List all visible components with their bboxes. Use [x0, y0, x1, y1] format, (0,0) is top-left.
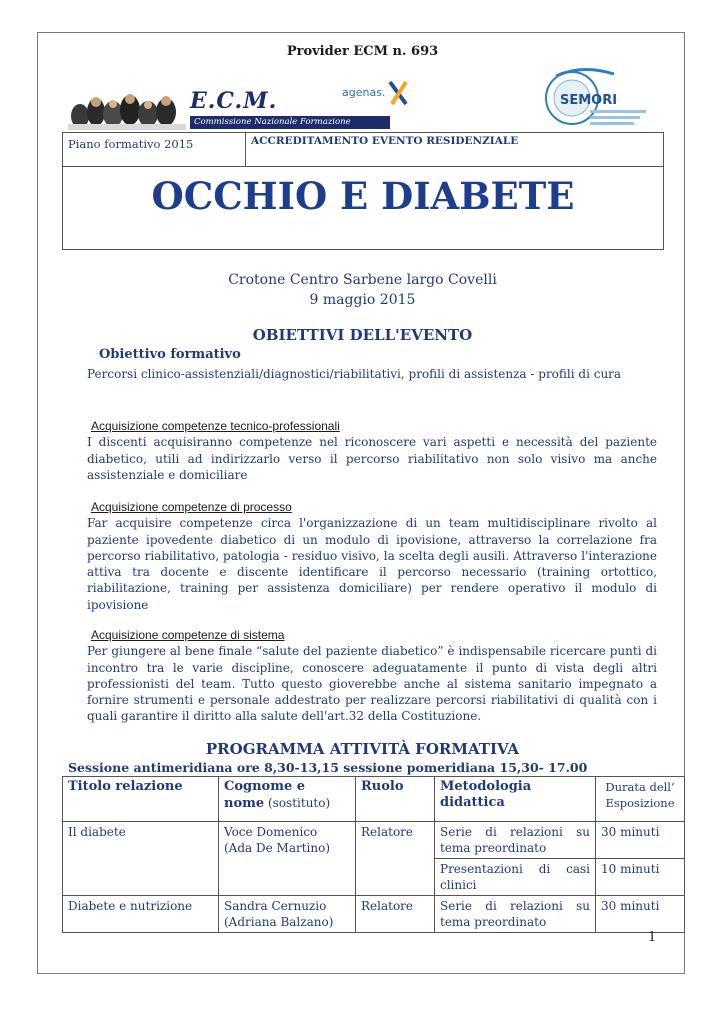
row-durata: 10 minuti	[596, 859, 685, 896]
sistema-text: Per giungere al bene finale “salute del paziente diabetico” è indispensabile ricercare punti di incontro tra le varie discipline, conoscere adeguatamente il punto di vista degli altri professionisti del team. Tutto questo gioverebbe anche al sistema sanitario impegnato a fornire strumenti e personale addestrato per realizzare percorsi riabilitativi di qualità con i quali garantire il diritto alla salute dell'art.32 della Costituzione.	[87, 644, 657, 724]
col-titolo: Titolo relazione	[63, 777, 219, 822]
row-metodo: Serie di relazioni su tema preordinato	[435, 896, 596, 933]
row-durata: 30 minuti	[596, 896, 685, 933]
ecm-crowd-logo	[68, 90, 186, 130]
logo-row	[62, 66, 662, 140]
location-line: Crotone Centro Sarbene largo Covelli	[228, 272, 497, 288]
col-durata: Durata dell’ Esposizione	[596, 777, 685, 822]
event-date: 9 maggio 2015	[309, 292, 416, 308]
row-nome-text: Voce Domenico	[224, 825, 318, 839]
col-cognome-text: Cognome e	[224, 779, 306, 794]
obiettivi-heading: OBIETTIVI DELL'EVENTO	[252, 326, 473, 344]
accreditamento-label: ACCREDITAMENTO EVENTO RESIDENZIALE	[251, 135, 519, 147]
row-metodo: Serie di relazioni su tema preordinato	[435, 822, 596, 859]
obiettivo-formativo-text: Percorsi clinico-assistenziali/diagnostici/riabilitativi, profili di assistenza - profili di cura	[87, 367, 622, 381]
col-nome-line	[224, 795, 350, 812]
row-durata: 30 minuti	[596, 822, 685, 859]
sessione-orari: Sessione antimeridiana ore 8,30-13,15 sessione pomeridiana 15,30- 17.00	[68, 760, 588, 775]
row-titolo: Il diabete	[63, 822, 219, 896]
semori-logo	[542, 66, 652, 136]
processo-section	[87, 499, 657, 613]
event-title: OCCHIO E DIABETE	[151, 174, 575, 218]
event-header-row	[63, 133, 663, 167]
col-sostituto: (sostituto)	[267, 796, 331, 810]
sistema-section	[87, 627, 657, 725]
page-number: 1	[648, 930, 657, 945]
row-sostituto: (Adriana Balzano)	[224, 915, 334, 929]
row-metodo: Presentazioni di casi clinici	[435, 859, 596, 896]
obiettivo-formativo-heading: Obiettivo formativo	[99, 347, 241, 362]
tecnico-heading: Acquisizione competenze tecnico-professionali	[91, 419, 340, 433]
agenas-logo: agenas.	[342, 86, 386, 99]
table-row	[63, 896, 685, 933]
ecm-logo-title: E.C.M.	[190, 88, 278, 114]
row-titolo: Diabete e nutrizione	[63, 896, 219, 933]
col-cognome	[219, 777, 356, 822]
ecm-logo-subtitle: Commissione Nazionale Formazione Continua	[190, 116, 390, 129]
tecnico-text: I discenti acquisiranno competenze nel riconoscere vari aspetti e necessità del paziente diabetico, utili ad indirizzarlo verso il percorso riabilitativo non solo visivo ma anche assistenziale e domiciliare	[87, 435, 657, 482]
programma-heading: PROGRAMMA ATTIVITÀ FORMATIVA	[205, 740, 520, 758]
processo-text: Far acquisire competenze circa l'organizzazione di un team multidisciplinare rivolto al paziente ipovedente diabetico di un modulo di ipovisione, attraverso la correlazione fra percorso riabilitativo, patologia - residuo visivo, la scelta degli ausili. Attraverso l'interazione attiva tra docente e discente identificare il percorso necessario (training ortottico, riabilitazione, training per assistenza domiciliare) per rendere operativo il modulo di ipovisione	[87, 516, 657, 612]
agenas-x-icon	[388, 80, 410, 106]
row-ruolo: Relatore	[356, 896, 435, 933]
semori-logo-text: SEMORI	[560, 93, 618, 108]
piano-formativo: Piano formativo 2015	[63, 133, 246, 166]
processo-heading: Acquisizione competenze di processo	[91, 500, 292, 514]
provider-label: Provider ECM n. 693	[286, 44, 439, 59]
row-nome-text: Sandra Cernuzio	[224, 899, 327, 913]
table-row	[63, 822, 685, 859]
event-location	[0, 270, 725, 310]
col-ruolo: Ruolo	[356, 777, 435, 822]
programma-table	[62, 776, 685, 933]
col-cognome-label	[224, 779, 350, 795]
row-sostituto: (Ada De Martino)	[224, 841, 331, 855]
tecnico-section	[87, 418, 657, 483]
table-header-row	[63, 777, 685, 822]
row-nome	[219, 896, 356, 933]
row-nome	[219, 822, 356, 896]
col-metodologia: Metodologia didattica	[435, 777, 596, 822]
col-nome: nome	[224, 796, 265, 811]
event-header-table	[62, 132, 664, 250]
sistema-heading: Acquisizione competenze di sistema	[91, 628, 285, 642]
row-ruolo: Relatore	[356, 822, 435, 896]
